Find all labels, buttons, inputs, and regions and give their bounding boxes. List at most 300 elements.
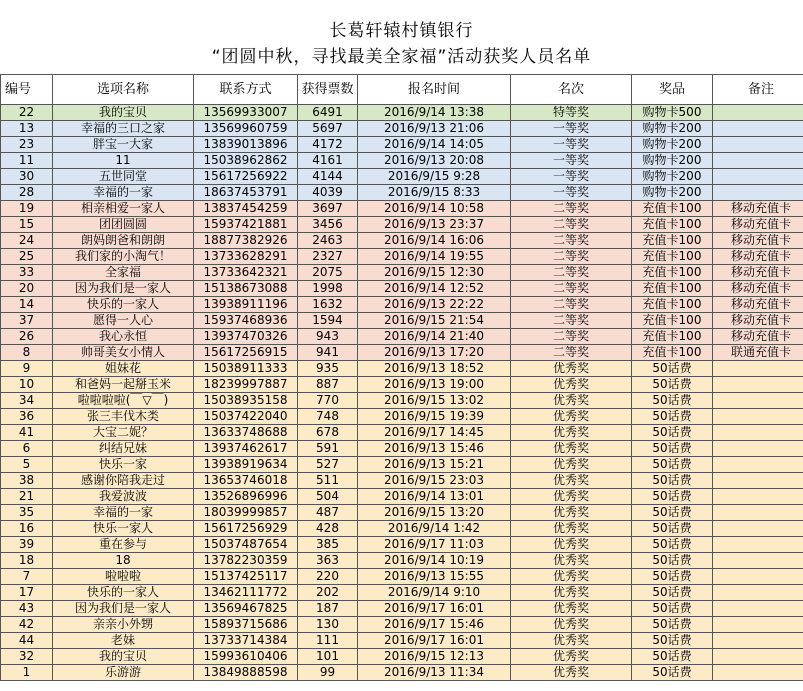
- cell-rank[interactable]: 一等奖: [511, 137, 632, 153]
- cell-signup-time[interactable]: 2016/9/13 11:34: [358, 665, 511, 681]
- cell-remark[interactable]: [713, 617, 803, 633]
- cell-contact[interactable]: 13837454259: [194, 201, 298, 217]
- cell-signup-time[interactable]: 2016/9/14 12:52: [358, 281, 511, 297]
- cell-id[interactable]: 33: [1, 265, 53, 281]
- cell-prize[interactable]: 购物卡200: [632, 137, 713, 153]
- cell-votes[interactable]: 3697: [298, 201, 358, 217]
- cell-signup-time[interactable]: 2016/9/15 21:54: [358, 313, 511, 329]
- cell-contact[interactable]: 18637453791: [194, 185, 298, 201]
- cell-remark[interactable]: [713, 361, 803, 377]
- cell-rank[interactable]: 优秀奖: [511, 617, 632, 633]
- cell-remark[interactable]: 联通充值卡: [713, 345, 803, 361]
- cell-signup-time[interactable]: 2016/9/14 1:42: [358, 521, 511, 537]
- cell-contact[interactable]: 15037487654: [194, 537, 298, 553]
- cell-rank[interactable]: 优秀奖: [511, 441, 632, 457]
- cell-prize[interactable]: 50话费: [632, 505, 713, 521]
- header-rank[interactable]: 名次: [511, 75, 632, 105]
- cell-prize[interactable]: 购物卡500: [632, 105, 713, 121]
- cell-contact[interactable]: 13937470326: [194, 329, 298, 345]
- cell-contact[interactable]: 15617256922: [194, 169, 298, 185]
- cell-remark[interactable]: [713, 505, 803, 521]
- cell-rank[interactable]: 二等奖: [511, 313, 632, 329]
- cell-prize[interactable]: 充值卡100: [632, 265, 713, 281]
- header-contact[interactable]: 联系方式: [194, 75, 298, 105]
- cell-rank[interactable]: 优秀奖: [511, 393, 632, 409]
- cell-id[interactable]: 13: [1, 121, 53, 137]
- cell-contact[interactable]: 13782230359: [194, 553, 298, 569]
- cell-prize[interactable]: 充值卡100: [632, 201, 713, 217]
- cell-remark[interactable]: 移动充值卡: [713, 297, 803, 313]
- cell-votes[interactable]: 1632: [298, 297, 358, 313]
- cell-prize[interactable]: 50话费: [632, 457, 713, 473]
- cell-id[interactable]: 9: [1, 361, 53, 377]
- cell-prize[interactable]: 50话费: [632, 569, 713, 585]
- cell-signup-time[interactable]: 2016/9/15 12:30: [358, 265, 511, 281]
- cell-remark[interactable]: [713, 521, 803, 537]
- cell-prize[interactable]: 购物卡200: [632, 121, 713, 137]
- cell-remark[interactable]: [713, 153, 803, 169]
- cell-remark[interactable]: 移动充值卡: [713, 217, 803, 233]
- cell-contact[interactable]: 13733714384: [194, 633, 298, 649]
- cell-contact[interactable]: 15937468936: [194, 313, 298, 329]
- cell-prize[interactable]: 50话费: [632, 633, 713, 649]
- cell-contact[interactable]: 18039999857: [194, 505, 298, 521]
- header-prize[interactable]: 奖品: [632, 75, 713, 105]
- cell-prize[interactable]: 50话费: [632, 585, 713, 601]
- cell-prize[interactable]: 50话费: [632, 649, 713, 665]
- cell-entry-name[interactable]: 快乐一家: [53, 457, 194, 473]
- cell-rank[interactable]: 优秀奖: [511, 457, 632, 473]
- cell-votes[interactable]: 487: [298, 505, 358, 521]
- cell-signup-time[interactable]: 2016/9/15 8:33: [358, 185, 511, 201]
- cell-id[interactable]: 17: [1, 585, 53, 601]
- cell-remark[interactable]: [713, 393, 803, 409]
- cell-signup-time[interactable]: 2016/9/14 13:01: [358, 489, 511, 505]
- cell-votes[interactable]: 202: [298, 585, 358, 601]
- cell-prize[interactable]: 购物卡200: [632, 169, 713, 185]
- cell-entry-name[interactable]: 幸福的一家: [53, 505, 194, 521]
- cell-remark[interactable]: [713, 569, 803, 585]
- cell-rank[interactable]: 二等奖: [511, 281, 632, 297]
- cell-remark[interactable]: 移动充值卡: [713, 265, 803, 281]
- cell-rank[interactable]: 优秀奖: [511, 633, 632, 649]
- cell-signup-time[interactable]: 2016/9/13 18:52: [358, 361, 511, 377]
- cell-entry-name[interactable]: 和爸妈一起掰玉米: [53, 377, 194, 393]
- cell-prize[interactable]: 充值卡100: [632, 297, 713, 313]
- cell-signup-time[interactable]: 2016/9/13 19:00: [358, 377, 511, 393]
- cell-votes[interactable]: 220: [298, 569, 358, 585]
- header-signup-time[interactable]: 报名时间: [358, 75, 511, 105]
- cell-votes[interactable]: 4144: [298, 169, 358, 185]
- cell-signup-time[interactable]: 2016/9/13 23:37: [358, 217, 511, 233]
- cell-entry-name[interactable]: 全家福: [53, 265, 194, 281]
- cell-rank[interactable]: 二等奖: [511, 233, 632, 249]
- cell-contact[interactable]: 13938911196: [194, 297, 298, 313]
- cell-rank[interactable]: 优秀奖: [511, 521, 632, 537]
- cell-signup-time[interactable]: 2016/9/17 11:03: [358, 537, 511, 553]
- cell-contact[interactable]: 13733642321: [194, 265, 298, 281]
- cell-rank[interactable]: 二等奖: [511, 217, 632, 233]
- cell-remark[interactable]: [713, 441, 803, 457]
- cell-rank[interactable]: 二等奖: [511, 265, 632, 281]
- cell-entry-name[interactable]: 亲亲小外甥: [53, 617, 194, 633]
- cell-id[interactable]: 20: [1, 281, 53, 297]
- cell-contact[interactable]: 15937421881: [194, 217, 298, 233]
- cell-id[interactable]: 30: [1, 169, 53, 185]
- cell-signup-time[interactable]: 2016/9/15 23:03: [358, 473, 511, 489]
- cell-id[interactable]: 8: [1, 345, 53, 361]
- cell-entry-name[interactable]: 我们家的小淘气！: [53, 249, 194, 265]
- cell-remark[interactable]: [713, 585, 803, 601]
- cell-votes[interactable]: 3456: [298, 217, 358, 233]
- cell-prize[interactable]: 50话费: [632, 361, 713, 377]
- table-row: [1, 345, 803, 361]
- cell-id[interactable]: 38: [1, 473, 53, 489]
- cell-remark[interactable]: [713, 425, 803, 441]
- cell-id[interactable]: 5: [1, 457, 53, 473]
- cell-id[interactable]: 25: [1, 249, 53, 265]
- cell-remark[interactable]: [713, 489, 803, 505]
- cell-id[interactable]: 7: [1, 569, 53, 585]
- cell-entry-name[interactable]: 啦啦啦啦(￣▽￣): [53, 393, 194, 409]
- cell-votes[interactable]: 2463: [298, 233, 358, 249]
- cell-rank[interactable]: 二等奖: [511, 297, 632, 313]
- cell-votes[interactable]: 2075: [298, 265, 358, 281]
- cell-rank[interactable]: 优秀奖: [511, 665, 632, 681]
- cell-entry-name[interactable]: 幸福的一家: [53, 185, 194, 201]
- cell-contact[interactable]: 18239997887: [194, 377, 298, 393]
- cell-rank[interactable]: 一等奖: [511, 185, 632, 201]
- cell-votes[interactable]: 6491: [298, 105, 358, 121]
- cell-rank[interactable]: 优秀奖: [511, 473, 632, 489]
- cell-prize[interactable]: 50话费: [632, 409, 713, 425]
- cell-votes[interactable]: 428: [298, 521, 358, 537]
- cell-rank[interactable]: 二等奖: [511, 201, 632, 217]
- cell-signup-time[interactable]: 2016/9/15 13:20: [358, 505, 511, 521]
- cell-votes[interactable]: 1594: [298, 313, 358, 329]
- cell-entry-name[interactable]: 18: [53, 553, 194, 569]
- cell-signup-time[interactable]: 2016/9/13 20:08: [358, 153, 511, 169]
- cell-rank[interactable]: 优秀奖: [511, 489, 632, 505]
- cell-votes[interactable]: 130: [298, 617, 358, 633]
- cell-id[interactable]: 39: [1, 537, 53, 553]
- cell-contact[interactable]: 13839013896: [194, 137, 298, 153]
- cell-remark[interactable]: [713, 137, 803, 153]
- cell-entry-name[interactable]: 我的宝贝: [53, 649, 194, 665]
- cell-prize[interactable]: 50话费: [632, 601, 713, 617]
- cell-rank[interactable]: 二等奖: [511, 329, 632, 345]
- cell-entry-name[interactable]: 我心永恒: [53, 329, 194, 345]
- cell-prize[interactable]: 充值卡100: [632, 313, 713, 329]
- cell-id[interactable]: 43: [1, 601, 53, 617]
- cell-prize[interactable]: 充值卡100: [632, 233, 713, 249]
- cell-votes[interactable]: 187: [298, 601, 358, 617]
- cell-votes[interactable]: 748: [298, 409, 358, 425]
- cell-signup-time[interactable]: 2016/9/15 13:02: [358, 393, 511, 409]
- cell-id[interactable]: 15: [1, 217, 53, 233]
- cell-remark[interactable]: [713, 649, 803, 665]
- cell-contact[interactable]: 18877382926: [194, 233, 298, 249]
- cell-id[interactable]: 24: [1, 233, 53, 249]
- cell-votes[interactable]: 935: [298, 361, 358, 377]
- cell-signup-time[interactable]: 2016/9/13 15:21: [358, 457, 511, 473]
- cell-remark[interactable]: 移动充值卡: [713, 281, 803, 297]
- header-votes[interactable]: 获得票数: [298, 75, 358, 105]
- cell-contact[interactable]: 13733628291: [194, 249, 298, 265]
- cell-contact[interactable]: 13569933007: [194, 105, 298, 121]
- cell-votes[interactable]: 511: [298, 473, 358, 489]
- cell-rank[interactable]: 优秀奖: [511, 505, 632, 521]
- cell-contact[interactable]: 15037422040: [194, 409, 298, 425]
- cell-id[interactable]: 10: [1, 377, 53, 393]
- cell-prize[interactable]: 50话费: [632, 441, 713, 457]
- cell-votes[interactable]: 770: [298, 393, 358, 409]
- cell-signup-time[interactable]: 2016/9/14 13:38: [358, 105, 511, 121]
- cell-rank[interactable]: 优秀奖: [511, 537, 632, 553]
- cell-prize[interactable]: 50话费: [632, 425, 713, 441]
- cell-contact[interactable]: 15038962862: [194, 153, 298, 169]
- cell-signup-time[interactable]: 2016/9/14 19:55: [358, 249, 511, 265]
- cell-votes[interactable]: 111: [298, 633, 358, 649]
- cell-votes[interactable]: 4039: [298, 185, 358, 201]
- cell-entry-name[interactable]: 快乐的一家人: [53, 585, 194, 601]
- cell-entry-name[interactable]: 相亲相爱一家人: [53, 201, 194, 217]
- cell-prize[interactable]: 购物卡200: [632, 153, 713, 169]
- cell-remark[interactable]: [713, 537, 803, 553]
- cell-id[interactable]: 42: [1, 617, 53, 633]
- cell-entry-name[interactable]: 我爱波波: [53, 489, 194, 505]
- cell-signup-time[interactable]: 2016/9/13 17:20: [358, 345, 511, 361]
- cell-votes[interactable]: 4172: [298, 137, 358, 153]
- cell-contact[interactable]: 13569467825: [194, 601, 298, 617]
- cell-votes[interactable]: 1998: [298, 281, 358, 297]
- cell-contact[interactable]: 13569960759: [194, 121, 298, 137]
- cell-votes[interactable]: 527: [298, 457, 358, 473]
- cell-entry-name[interactable]: 大宝二妮？: [53, 425, 194, 441]
- cell-id[interactable]: 6: [1, 441, 53, 457]
- cell-id[interactable]: 11: [1, 153, 53, 169]
- cell-id[interactable]: 14: [1, 297, 53, 313]
- cell-id[interactable]: 18: [1, 553, 53, 569]
- cell-signup-time[interactable]: 2016/9/13 15:55: [358, 569, 511, 585]
- cell-remark[interactable]: [713, 601, 803, 617]
- cell-entry-name[interactable]: 乐游游: [53, 665, 194, 681]
- cell-entry-name[interactable]: 因为我们是一家人: [53, 281, 194, 297]
- cell-prize[interactable]: 50话费: [632, 617, 713, 633]
- cell-entry-name[interactable]: 胖宝一大家: [53, 137, 194, 153]
- cell-entry-name[interactable]: 纠结兄妹: [53, 441, 194, 457]
- cell-rank[interactable]: 二等奖: [511, 249, 632, 265]
- cell-votes[interactable]: 943: [298, 329, 358, 345]
- cell-rank[interactable]: 优秀奖: [511, 553, 632, 569]
- cell-contact[interactable]: 13633748688: [194, 425, 298, 441]
- cell-signup-time[interactable]: 2016/9/13 15:46: [358, 441, 511, 457]
- cell-id[interactable]: 36: [1, 409, 53, 425]
- cell-id[interactable]: 22: [1, 105, 53, 121]
- cell-id[interactable]: 35: [1, 505, 53, 521]
- cell-rank[interactable]: 优秀奖: [511, 409, 632, 425]
- cell-votes[interactable]: 385: [298, 537, 358, 553]
- cell-rank[interactable]: 一等奖: [511, 153, 632, 169]
- cell-votes[interactable]: 591: [298, 441, 358, 457]
- cell-signup-time[interactable]: 2016/9/14 10:58: [358, 201, 511, 217]
- cell-rank[interactable]: 优秀奖: [511, 361, 632, 377]
- cell-id[interactable]: 21: [1, 489, 53, 505]
- cell-signup-time[interactable]: 2016/9/14 9:10: [358, 585, 511, 601]
- cell-signup-time[interactable]: 2016/9/17 16:01: [358, 633, 511, 649]
- cell-entry-name[interactable]: 愿得一人心: [53, 313, 194, 329]
- cell-rank[interactable]: 优秀奖: [511, 425, 632, 441]
- cell-votes[interactable]: 887: [298, 377, 358, 393]
- cell-signup-time[interactable]: 2016/9/15 12:13: [358, 649, 511, 665]
- cell-signup-time[interactable]: 2016/9/15 19:39: [358, 409, 511, 425]
- cell-votes[interactable]: 99: [298, 665, 358, 681]
- cell-remark[interactable]: [713, 457, 803, 473]
- cell-votes[interactable]: 5697: [298, 121, 358, 137]
- cell-entry-name[interactable]: 快乐的一家人: [53, 297, 194, 313]
- cell-signup-time[interactable]: 2016/9/14 21:40: [358, 329, 511, 345]
- cell-entry-name[interactable]: 感谢你陪我走过: [53, 473, 194, 489]
- cell-id[interactable]: 44: [1, 633, 53, 649]
- cell-rank[interactable]: 优秀奖: [511, 377, 632, 393]
- cell-prize[interactable]: 50话费: [632, 665, 713, 681]
- cell-votes[interactable]: 4161: [298, 153, 358, 169]
- cell-contact[interactable]: 13937462617: [194, 441, 298, 457]
- cell-contact[interactable]: 15137425117: [194, 569, 298, 585]
- cell-remark[interactable]: 移动充值卡: [713, 201, 803, 217]
- cell-rank[interactable]: 优秀奖: [511, 649, 632, 665]
- cell-signup-time[interactable]: 2016/9/13 22:22: [358, 297, 511, 313]
- cell-prize[interactable]: 50话费: [632, 473, 713, 489]
- cell-prize[interactable]: 充值卡100: [632, 249, 713, 265]
- cell-remark[interactable]: 移动充值卡: [713, 249, 803, 265]
- cell-id[interactable]: 1: [1, 665, 53, 681]
- table-row: [1, 169, 803, 185]
- cell-id[interactable]: 28: [1, 185, 53, 201]
- cell-rank[interactable]: 特等奖: [511, 105, 632, 121]
- cell-votes[interactable]: 678: [298, 425, 358, 441]
- cell-entry-name[interactable]: 姐妹花: [53, 361, 194, 377]
- cell-entry-name[interactable]: 重在参与: [53, 537, 194, 553]
- cell-contact[interactable]: 15038935158: [194, 393, 298, 409]
- cell-entry-name[interactable]: 张三丰伐木类: [53, 409, 194, 425]
- cell-prize[interactable]: 50话费: [632, 377, 713, 393]
- cell-remark[interactable]: 移动充值卡: [713, 313, 803, 329]
- header-id[interactable]: 编号: [1, 75, 53, 105]
- cell-signup-time[interactable]: 2016/9/15 9:28: [358, 169, 511, 185]
- cell-id[interactable]: 32: [1, 649, 53, 665]
- table-row: [1, 201, 803, 217]
- cell-signup-time[interactable]: 2016/9/17 15:46: [358, 617, 511, 633]
- cell-entry-name[interactable]: 五世同堂: [53, 169, 194, 185]
- cell-contact[interactable]: 13938919634: [194, 457, 298, 473]
- cell-rank[interactable]: 优秀奖: [511, 585, 632, 601]
- cell-id[interactable]: 16: [1, 521, 53, 537]
- cell-entry-name[interactable]: 因为我们是一家人: [53, 601, 194, 617]
- cell-id[interactable]: 37: [1, 313, 53, 329]
- cell-signup-time[interactable]: 2016/9/14 10:19: [358, 553, 511, 569]
- cell-id[interactable]: 19: [1, 201, 53, 217]
- cell-contact[interactable]: 15893715686: [194, 617, 298, 633]
- cell-entry-name[interactable]: 朗妈朗爸和朗朗: [53, 233, 194, 249]
- cell-prize[interactable]: 充值卡100: [632, 281, 713, 297]
- cell-contact[interactable]: 15617256915: [194, 345, 298, 361]
- header-entry-name[interactable]: 选项名称: [53, 75, 194, 105]
- cell-contact[interactable]: 15138673088: [194, 281, 298, 297]
- cell-remark[interactable]: [713, 185, 803, 201]
- cell-remark[interactable]: [713, 377, 803, 393]
- cell-contact[interactable]: 15038911333: [194, 361, 298, 377]
- cell-prize[interactable]: 购物卡200: [632, 185, 713, 201]
- cell-id[interactable]: 23: [1, 137, 53, 153]
- cell-id[interactable]: 26: [1, 329, 53, 345]
- cell-signup-time[interactable]: 2016/9/17 16:01: [358, 601, 511, 617]
- cell-contact[interactable]: 13849888598: [194, 665, 298, 681]
- cell-prize[interactable]: 充值卡100: [632, 217, 713, 233]
- cell-remark[interactable]: 移动充值卡: [713, 233, 803, 249]
- cell-votes[interactable]: 101: [298, 649, 358, 665]
- cell-entry-name[interactable]: 帅哥美女小情人: [53, 345, 194, 361]
- cell-entry-name[interactable]: 我的宝贝: [53, 105, 194, 121]
- cell-prize[interactable]: 50话费: [632, 393, 713, 409]
- cell-entry-name[interactable]: 快乐一家人: [53, 521, 194, 537]
- cell-prize[interactable]: 充值卡100: [632, 329, 713, 345]
- cell-remark[interactable]: [713, 409, 803, 425]
- cell-remark[interactable]: [713, 665, 803, 681]
- table-row: [1, 489, 803, 505]
- cell-remark[interactable]: [713, 105, 803, 121]
- cell-contact[interactable]: 13462111772: [194, 585, 298, 601]
- cell-remark[interactable]: [713, 633, 803, 649]
- cell-rank[interactable]: 优秀奖: [511, 601, 632, 617]
- cell-id[interactable]: 41: [1, 425, 53, 441]
- cell-contact[interactable]: 15993610406: [194, 649, 298, 665]
- cell-votes[interactable]: 941: [298, 345, 358, 361]
- header-remark[interactable]: 备注: [713, 75, 803, 105]
- cell-prize[interactable]: 充值卡100: [632, 345, 713, 361]
- cell-rank[interactable]: 一等奖: [511, 121, 632, 137]
- cell-signup-time[interactable]: 2016/9/14 16:06: [358, 233, 511, 249]
- cell-rank[interactable]: 一等奖: [511, 169, 632, 185]
- cell-remark[interactable]: [713, 169, 803, 185]
- cell-signup-time[interactable]: 2016/9/14 14:05: [358, 137, 511, 153]
- cell-contact[interactable]: 13653746018: [194, 473, 298, 489]
- cell-entry-name[interactable]: 老妹: [53, 633, 194, 649]
- cell-entry-name[interactable]: 11: [53, 153, 194, 169]
- cell-remark[interactable]: 移动充值卡: [713, 329, 803, 345]
- cell-votes[interactable]: 363: [298, 553, 358, 569]
- cell-prize[interactable]: 50话费: [632, 553, 713, 569]
- cell-id[interactable]: 34: [1, 393, 53, 409]
- cell-rank[interactable]: 优秀奖: [511, 569, 632, 585]
- cell-entry-name[interactable]: 团团圆圆: [53, 217, 194, 233]
- cell-contact[interactable]: 15617256929: [194, 521, 298, 537]
- cell-prize[interactable]: 50话费: [632, 489, 713, 505]
- cell-entry-name[interactable]: 啦啦啦: [53, 569, 194, 585]
- cell-signup-time[interactable]: 2016/9/17 14:45: [358, 425, 511, 441]
- cell-prize[interactable]: 50话费: [632, 537, 713, 553]
- cell-remark[interactable]: [713, 553, 803, 569]
- cell-signup-time[interactable]: 2016/9/13 21:06: [358, 121, 511, 137]
- cell-rank[interactable]: 二等奖: [511, 345, 632, 361]
- cell-contact[interactable]: 13526896996: [194, 489, 298, 505]
- cell-votes[interactable]: 2327: [298, 249, 358, 265]
- cell-entry-name[interactable]: 幸福的三口之家: [53, 121, 194, 137]
- cell-prize[interactable]: 50话费: [632, 521, 713, 537]
- cell-remark[interactable]: [713, 473, 803, 489]
- cell-votes[interactable]: 504: [298, 489, 358, 505]
- cell-remark[interactable]: [713, 121, 803, 137]
